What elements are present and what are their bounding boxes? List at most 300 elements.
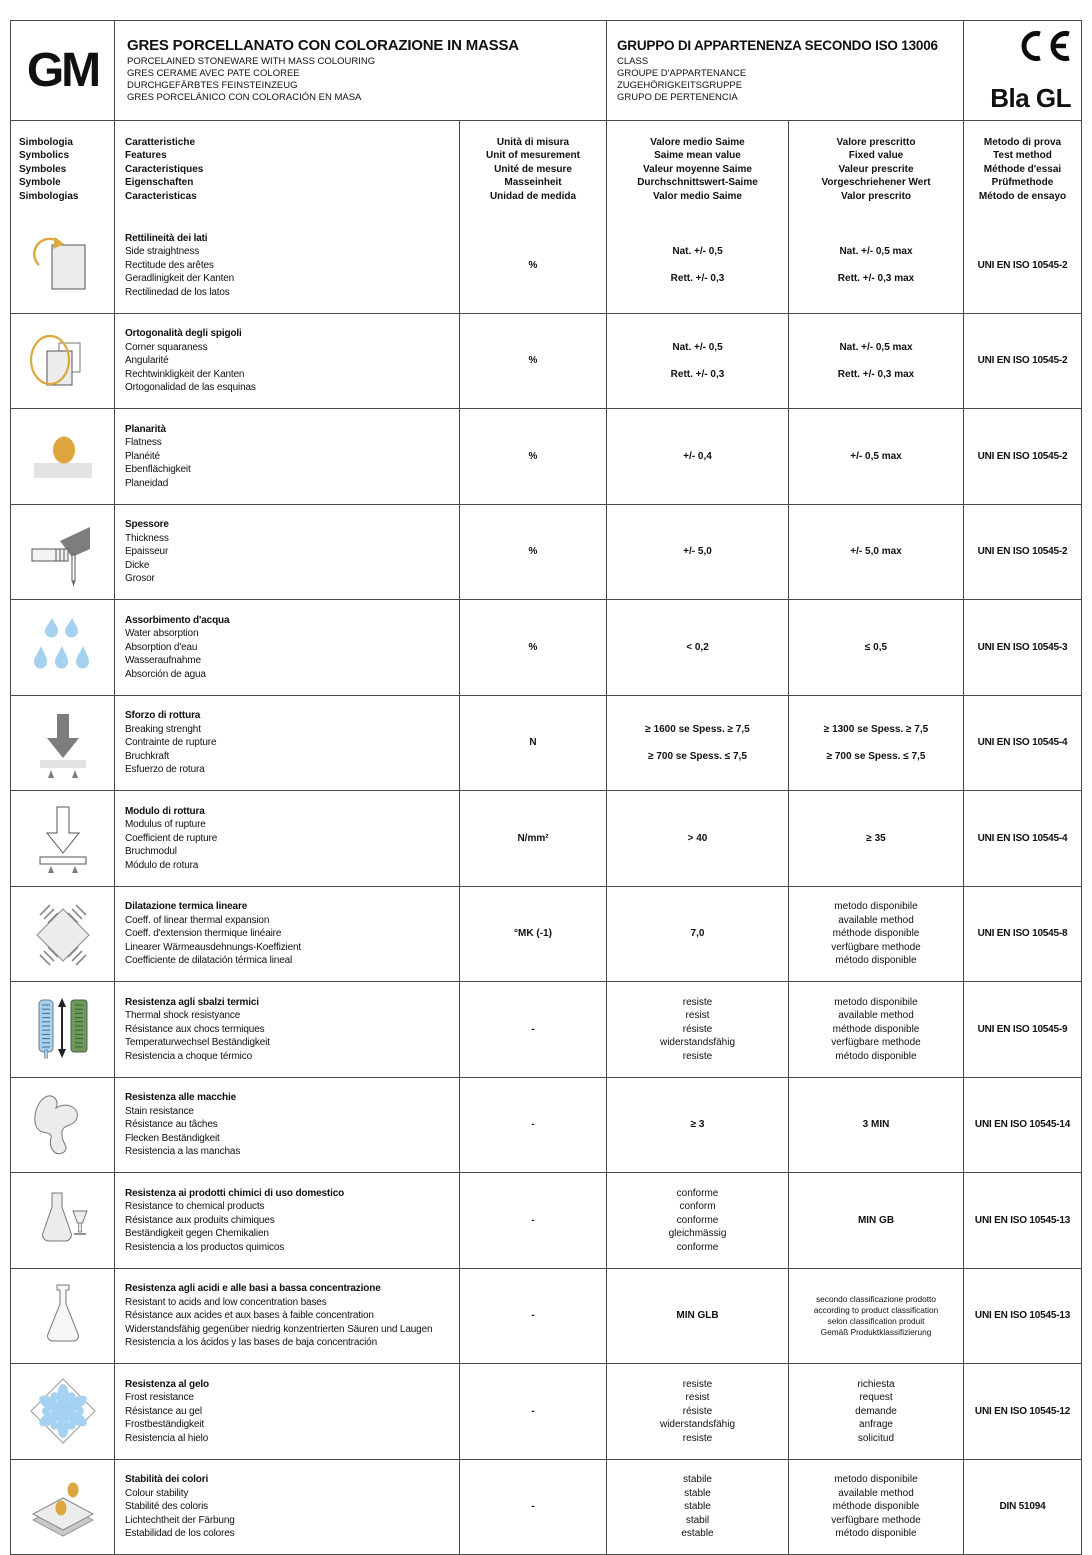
text-line: Unité de mesure [494,163,572,175]
breaking-strength-icon [26,706,100,780]
text-line: verfügbare methode [831,941,921,953]
unit-cell [459,1269,606,1364]
text-line: Symbole [19,177,61,189]
text-line: ≥ 700 se Spess. ≤ 7,5 [826,750,926,762]
text-line: Valor medio Saime [653,190,742,202]
text-line: Epaisseur [125,546,169,557]
method-value: UNI EN ISO 10545-2 [977,259,1068,271]
text-line: Stabilité des coloris [125,1501,209,1512]
mean-value-cell [606,1173,788,1268]
symbol-cell [11,218,114,313]
fixed-value-cell [788,1078,963,1173]
text-line: Rectilinedad de los latos [125,286,230,298]
text-line: metodo disponibile [834,901,918,912]
method-cell [963,791,1081,886]
text-line: méthode disponible [832,1501,920,1512]
text-line: ≥ 1300 se Spess. ≥ 7,5 [823,723,929,735]
text-line: Thermal shock resistyance [125,1010,241,1021]
text-line: Widerstandsfähig gegenüber niedrig konzentrierten Säuren und Laugen [125,1323,433,1335]
fixed-value-cell [788,1173,963,1268]
text-line: resiste [682,1378,713,1390]
text-line: Rechtwinkligkeit der Kanten [125,368,245,380]
mean-value-cell [606,791,788,886]
text-line: Colour stability [125,1487,189,1499]
text-line: Features [125,150,167,162]
text-line: Masseinheit [504,177,562,189]
text-line: Caracteristicas [125,190,197,202]
text-line: +/- 0,5 max [850,450,902,462]
unit-cell [459,1460,606,1555]
text-line: 7,0 [690,928,705,939]
text-line: ≤ 0,5 [864,641,888,653]
text-line: widerstandsfähig [659,1419,736,1430]
text-line: Résistance aux produits chimiques [125,1214,275,1226]
text-line: selon classification produit [827,1315,925,1326]
text-line: ≥ 1600 se Spess. ≥ 7,5 [645,723,750,735]
text-line: Bruchmodul [125,846,177,857]
text-line: Valeur prescrite [838,163,914,175]
text-line: request [859,1392,893,1403]
water-absorption-icon [26,610,100,684]
features-cell [114,887,459,982]
flatness-icon [26,419,100,493]
text-line: Caracteristiques [125,163,204,175]
text-line: Resistant to acids and low concentration bases [125,1296,327,1308]
method-value: UNI EN ISO 10545-3 [977,641,1068,653]
text-line: Coeff. d'extension thermique linéaire [125,928,282,939]
text-line: conform [679,1201,716,1212]
text-line: Temperaturwechsel Beständigkeit [125,1037,270,1048]
text-line: secondo classificazione prodotto [816,1293,936,1304]
text-line: Resistencia al hielo [125,1432,209,1444]
text-line: Saime mean value [654,150,741,162]
text-line: Ortogonalidad de las esquinas [125,382,256,393]
mean-value-cell [606,887,788,982]
unit-cell [459,791,606,886]
text-line: estable [681,1528,714,1539]
method-value: UNI EN ISO 10545-12 [974,1405,1071,1417]
method-value: UNI EN ISO 10545-2 [977,355,1068,367]
fixed-value-cell [788,505,963,600]
text-line: metodo disponibile [834,1474,918,1485]
table-row [11,1077,1081,1173]
features-cell [114,982,459,1077]
text-line: available method [838,1487,914,1499]
features-cell [114,409,459,504]
text-line: Frostbeständigkeit [125,1419,205,1430]
text-line: Planeidad [125,477,169,489]
text-line: Módulo de rotura [125,859,199,871]
text-line: Valor prescrito [840,190,912,202]
mean-value-cell [606,1269,788,1364]
table-row [11,981,1081,1077]
text-line: Planéité [125,450,160,462]
text-line: Résistance aux acides et aux bases à faible concentration [125,1310,374,1321]
text-line: resiste [682,1432,713,1444]
unit-value: - [531,1405,535,1417]
text-line: Fixed value [848,150,904,162]
text-line: Beständigkeit gegen Chemikalien [125,1228,269,1239]
text-line: Coefficiente de dilatación térmica lineal [125,955,293,966]
unit-cell [459,696,606,791]
text-line: Gemäß Produktklassifizierung [820,1326,932,1337]
unit-value: N [529,737,537,749]
symbol-cell [11,409,114,504]
mean-value-cell [606,505,788,600]
fixed-value-cell [788,314,963,409]
text-line: Estabilidad de los colores [125,1528,235,1539]
text-line: GRUPO DE PERTENENCIA [617,91,738,103]
unit-cell [459,1173,606,1268]
text-line: +/- 0,4 [683,450,712,462]
text-line: Symbolics [19,150,70,162]
text-line: Assorbimento d'acqua [125,614,230,626]
fixed-value-cell [788,982,963,1077]
text-line: richiesta [857,1378,895,1390]
unit-cell [459,1364,606,1459]
text-line: resiste [682,996,713,1008]
column-header-row [11,120,1081,218]
unit-cell [459,409,606,504]
method-value: UNI EN ISO 10545-4 [977,832,1068,844]
unit-value: °MK (-1) [514,928,552,940]
text-line: resist [685,1392,710,1403]
unit-value: % [528,259,538,271]
symbol-cell [11,696,114,791]
fixed-value-cell [788,791,963,886]
text-line: GRES PORCELÁNICO CON COLORACIÓN EN MASA [127,92,362,103]
table-row [11,313,1081,409]
method-value: DIN 51094 [999,1501,1046,1513]
text-line: Breaking strenght [125,723,201,735]
features-cell [114,1173,459,1268]
mean-value-cell [606,218,788,313]
text-line: Resistenza agli sbalzi termici [125,996,259,1008]
unit-value: - [531,1119,535,1131]
unit-cell [459,600,606,695]
text-line: méthode disponible [832,1023,920,1035]
mean-value-cell [606,696,788,791]
features-cell [114,1460,459,1555]
text-line: < 0,2 [686,641,709,653]
text-line: demande [855,1405,897,1417]
text-line: solicitud [857,1432,895,1444]
column-header-method [963,121,1081,218]
text-line: anfrage [859,1419,893,1430]
text-line: résiste [682,1405,713,1417]
text-line: Coeff. of linear thermal expansion [125,914,270,926]
fixed-value-cell [788,1460,963,1555]
text-line: Coefficient de rupture [125,832,218,844]
text-line: gleichmässig [668,1228,727,1239]
unit-value: N/mm² [517,832,549,844]
text-line: Test method [993,150,1052,162]
mark-block [963,21,1081,120]
mean-value-cell [606,409,788,504]
text-line: conforme [676,1214,719,1226]
text-line: Rectitude des arêtes [125,259,214,271]
unit-cell [459,982,606,1077]
group-title: GRUPPO DI APPARTENENZA SECONDO ISO 13006 [617,37,938,53]
symbol-cell [11,1078,114,1173]
thermal-shock-icon [26,992,100,1066]
text-line: Flecken Beständigkeit [125,1132,220,1144]
features-cell [114,791,459,886]
text-line: Nat. +/- 0,5 max [839,341,913,353]
table-row [11,1172,1081,1268]
text-line: Unidad de medida [489,190,577,202]
unit-value: % [528,546,538,558]
text-line: Linearer Wärmeausdehnungs-Koeffizient [125,941,302,953]
symbol-cell [11,1269,114,1364]
column-header-symbols [11,121,114,218]
text-line: Metodo di prova [983,136,1062,148]
column-header-mean [606,121,788,218]
symbol-cell [11,1460,114,1555]
text-line: Resistencia a choque térmico [125,1050,252,1062]
table-row [11,1363,1081,1459]
text-line: Valore medio Saime [650,136,745,148]
unit-value: % [528,641,538,653]
text-line: método disponible [835,1050,917,1062]
text-line: Symboles [19,163,67,175]
header-band [11,21,1081,120]
text-line: Planarità [125,423,166,435]
text-line: verfügbare methode [831,1514,921,1526]
method-cell [963,409,1081,504]
text-line: MIN GB [857,1214,895,1226]
method-value: UNI EN ISO 10545-14 [974,1119,1071,1131]
table-row [11,504,1081,600]
text-line: Rett. +/- 0,3 [670,273,725,284]
method-value: UNI EN ISO 10545-13 [974,1310,1071,1322]
table-row [11,790,1081,886]
mean-value-cell [606,1460,788,1555]
unit-value: - [531,1023,535,1035]
text-line: Resistenza alle macchie [125,1092,237,1103]
colour-stability-icon [26,1470,100,1544]
text-line: Side straightness [125,246,200,257]
text-line: Nat. +/- 0,5 [672,341,723,353]
text-line: Flatness [125,437,162,448]
text-line: DURCHGEFÄRBTES FEINSTEINZEUG [127,80,298,91]
method-value: UNI EN ISO 10545-9 [977,1023,1068,1035]
text-line: CLASS [617,55,649,67]
mean-value-cell [606,600,788,695]
symbol-cell [11,505,114,600]
stain-resistance-icon [26,1088,100,1162]
ce-mark-icon [1017,29,1071,63]
text-line: Rettilineità dei lati [125,232,208,244]
text-line: Unità di misura [496,136,570,148]
text-line: résiste [682,1023,713,1035]
text-line: ≥ 700 se Spess. ≤ 7,5 [648,750,747,762]
table-row [11,1459,1081,1555]
unit-cell [459,1078,606,1173]
brand-logo-text: GM [26,44,99,97]
unit-cell [459,887,606,982]
table-row [11,695,1081,791]
column-header-fixed [788,121,963,218]
acid-resistance-icon [26,1279,100,1353]
fixed-value-cell [788,887,963,982]
text-line: ≥ 3 [690,1119,705,1130]
text-line: Méthode d'essai [983,163,1062,175]
text-line: Absorción de agua [125,668,206,680]
text-line: available method [838,1010,914,1021]
text-line: Valore prescritto [836,136,916,148]
text-line: méthode disponible [832,928,920,939]
text-line: Résistance au tâches [125,1119,218,1130]
frost-resistance-icon [26,1374,100,1448]
text-line: MIN GLB [676,1310,719,1321]
product-title-block [114,21,606,120]
method-cell [963,600,1081,695]
text-line: Simbologias [19,190,79,202]
text-line: Resistenza agli acidi e alle basi a bassa concentrazione [125,1283,381,1294]
table-row [11,218,1081,313]
unit-value: % [528,355,538,367]
text-line: Résistance aux chocs termiques [125,1023,265,1035]
features-cell [114,505,459,600]
method-value: UNI EN ISO 10545-2 [977,450,1068,462]
text-line: Resistenza al gelo [125,1378,209,1390]
method-value: UNI EN ISO 10545-8 [977,928,1068,940]
text-line: Geradlinigkeit der Kanten [125,273,235,284]
text-line: conforme [676,1187,719,1199]
text-line: Rett. +/- 0,3 [670,368,725,380]
text-line: ≥ 35 [866,832,886,844]
text-line: Frost resistance [125,1392,194,1403]
text-line: Ortogonalità degli spigoli [125,328,242,339]
text-line: Resistenza ai prodotti chimici di uso domestico [125,1187,345,1199]
unit-value: - [531,1501,535,1513]
symbol-cell [11,791,114,886]
text-line: Water absorption [125,628,199,639]
text-line: Stain resistance [125,1105,194,1117]
column-header-features [114,121,459,218]
text-line: GRES CERAME AVEC PATE COLOREE [127,68,300,79]
fixed-value-cell [788,1269,963,1364]
method-cell [963,314,1081,409]
text-line: Método de ensayo [978,190,1067,202]
symbol-cell [11,314,114,409]
text-line: Simbologia [19,136,73,148]
fixed-value-cell [788,218,963,313]
text-line: método disponible [835,1528,917,1539]
text-line: Stabilità dei colori [125,1474,209,1485]
method-value: UNI EN ISO 10545-13 [974,1214,1071,1226]
product-subtitles [127,56,375,104]
features-cell [114,1078,459,1173]
text-line: PORCELAINED STONEWARE WITH MASS COLOURING [127,56,376,67]
table-row [11,1268,1081,1364]
text-line: verfügbare methode [831,1037,921,1048]
technical-data-table [10,20,1082,1555]
text-line: 3 MIN [862,1119,890,1130]
text-line: Dicke [125,559,150,571]
text-line: +/- 5,0 max [850,546,902,557]
features-cell [114,696,459,791]
method-cell [963,1173,1081,1268]
method-cell [963,1269,1081,1364]
brand-logo [11,21,114,120]
text-line: Contrainte de rupture [125,737,217,748]
text-line: Eigenschaften [125,177,194,189]
text-line: Resistance to chemical products [125,1201,265,1212]
thickness-icon [26,515,100,589]
class-code: Bla GL [990,83,1071,113]
features-cell [114,600,459,695]
text-line: Dilatazione termica lineare [125,901,248,912]
fixed-value-cell [788,696,963,791]
text-line: GROUPE D'APPARTENANCE [617,67,747,79]
table-row [11,886,1081,982]
text-line: +/- 5,0 [683,546,712,557]
text-line: Rett. +/- 0,3 max [837,368,915,380]
text-line: Caratteristiche [125,136,196,148]
text-line: Modulus of rupture [125,819,206,830]
text-line: stabil [685,1514,710,1526]
method-cell [963,696,1081,791]
method-cell [963,887,1081,982]
text-line: Resistencia a los productos quimicos [125,1241,285,1253]
mean-value-cell [606,1364,788,1459]
unit-value: - [531,1310,535,1322]
side-straightness-icon [26,228,100,302]
text-line: ZUGEHÖRIGKEITSGRUPPE [617,79,743,91]
text-line: Angularité [125,355,169,366]
unit-cell [459,218,606,313]
text-line: Lichtechtheit der Färbung [125,1514,235,1526]
text-line: Prüfmethode [991,177,1054,189]
text-line: resist [685,1010,710,1021]
text-line: resiste [682,1050,713,1062]
text-line: Vorgeschriehener Wert [821,177,931,189]
thermal-expansion-icon [26,897,100,971]
text-line: Resistencia a los ácidos y las bases de baja concentración [125,1337,378,1348]
symbol-cell [11,1173,114,1268]
mean-value-cell [606,1078,788,1173]
unit-value: % [528,450,538,462]
text-line: Sforzo di rottura [125,710,201,721]
column-header-unit [459,121,606,218]
text-line: metodo disponibile [834,996,918,1008]
text-line: Corner squaraness [125,341,208,353]
text-line: widerstandsfähig [659,1037,736,1048]
symbol-cell [11,1364,114,1459]
text-line: stable [684,1501,711,1512]
text-line: stable [684,1487,711,1499]
text-line: stabile [683,1474,712,1485]
text-line: available method [838,914,914,926]
text-line: Résistance au gel [125,1405,202,1417]
text-line: método disponible [835,955,917,966]
unit-cell [459,314,606,409]
text-line: Modulo di rottura [125,805,205,817]
fixed-value-cell [788,600,963,695]
fixed-value-cell [788,1364,963,1459]
features-cell [114,314,459,409]
modulus-of-rupture-icon [26,801,100,875]
product-title: GRES PORCELLANATO CON COLORAZIONE IN MASSA [127,37,519,54]
method-cell [963,1078,1081,1173]
text-line: Unit of mesurement [486,150,580,162]
symbol-cell [11,600,114,695]
group-subtitles [617,56,746,104]
text-line: Nat. +/- 0,5 max [839,246,913,257]
method-cell [963,1460,1081,1555]
